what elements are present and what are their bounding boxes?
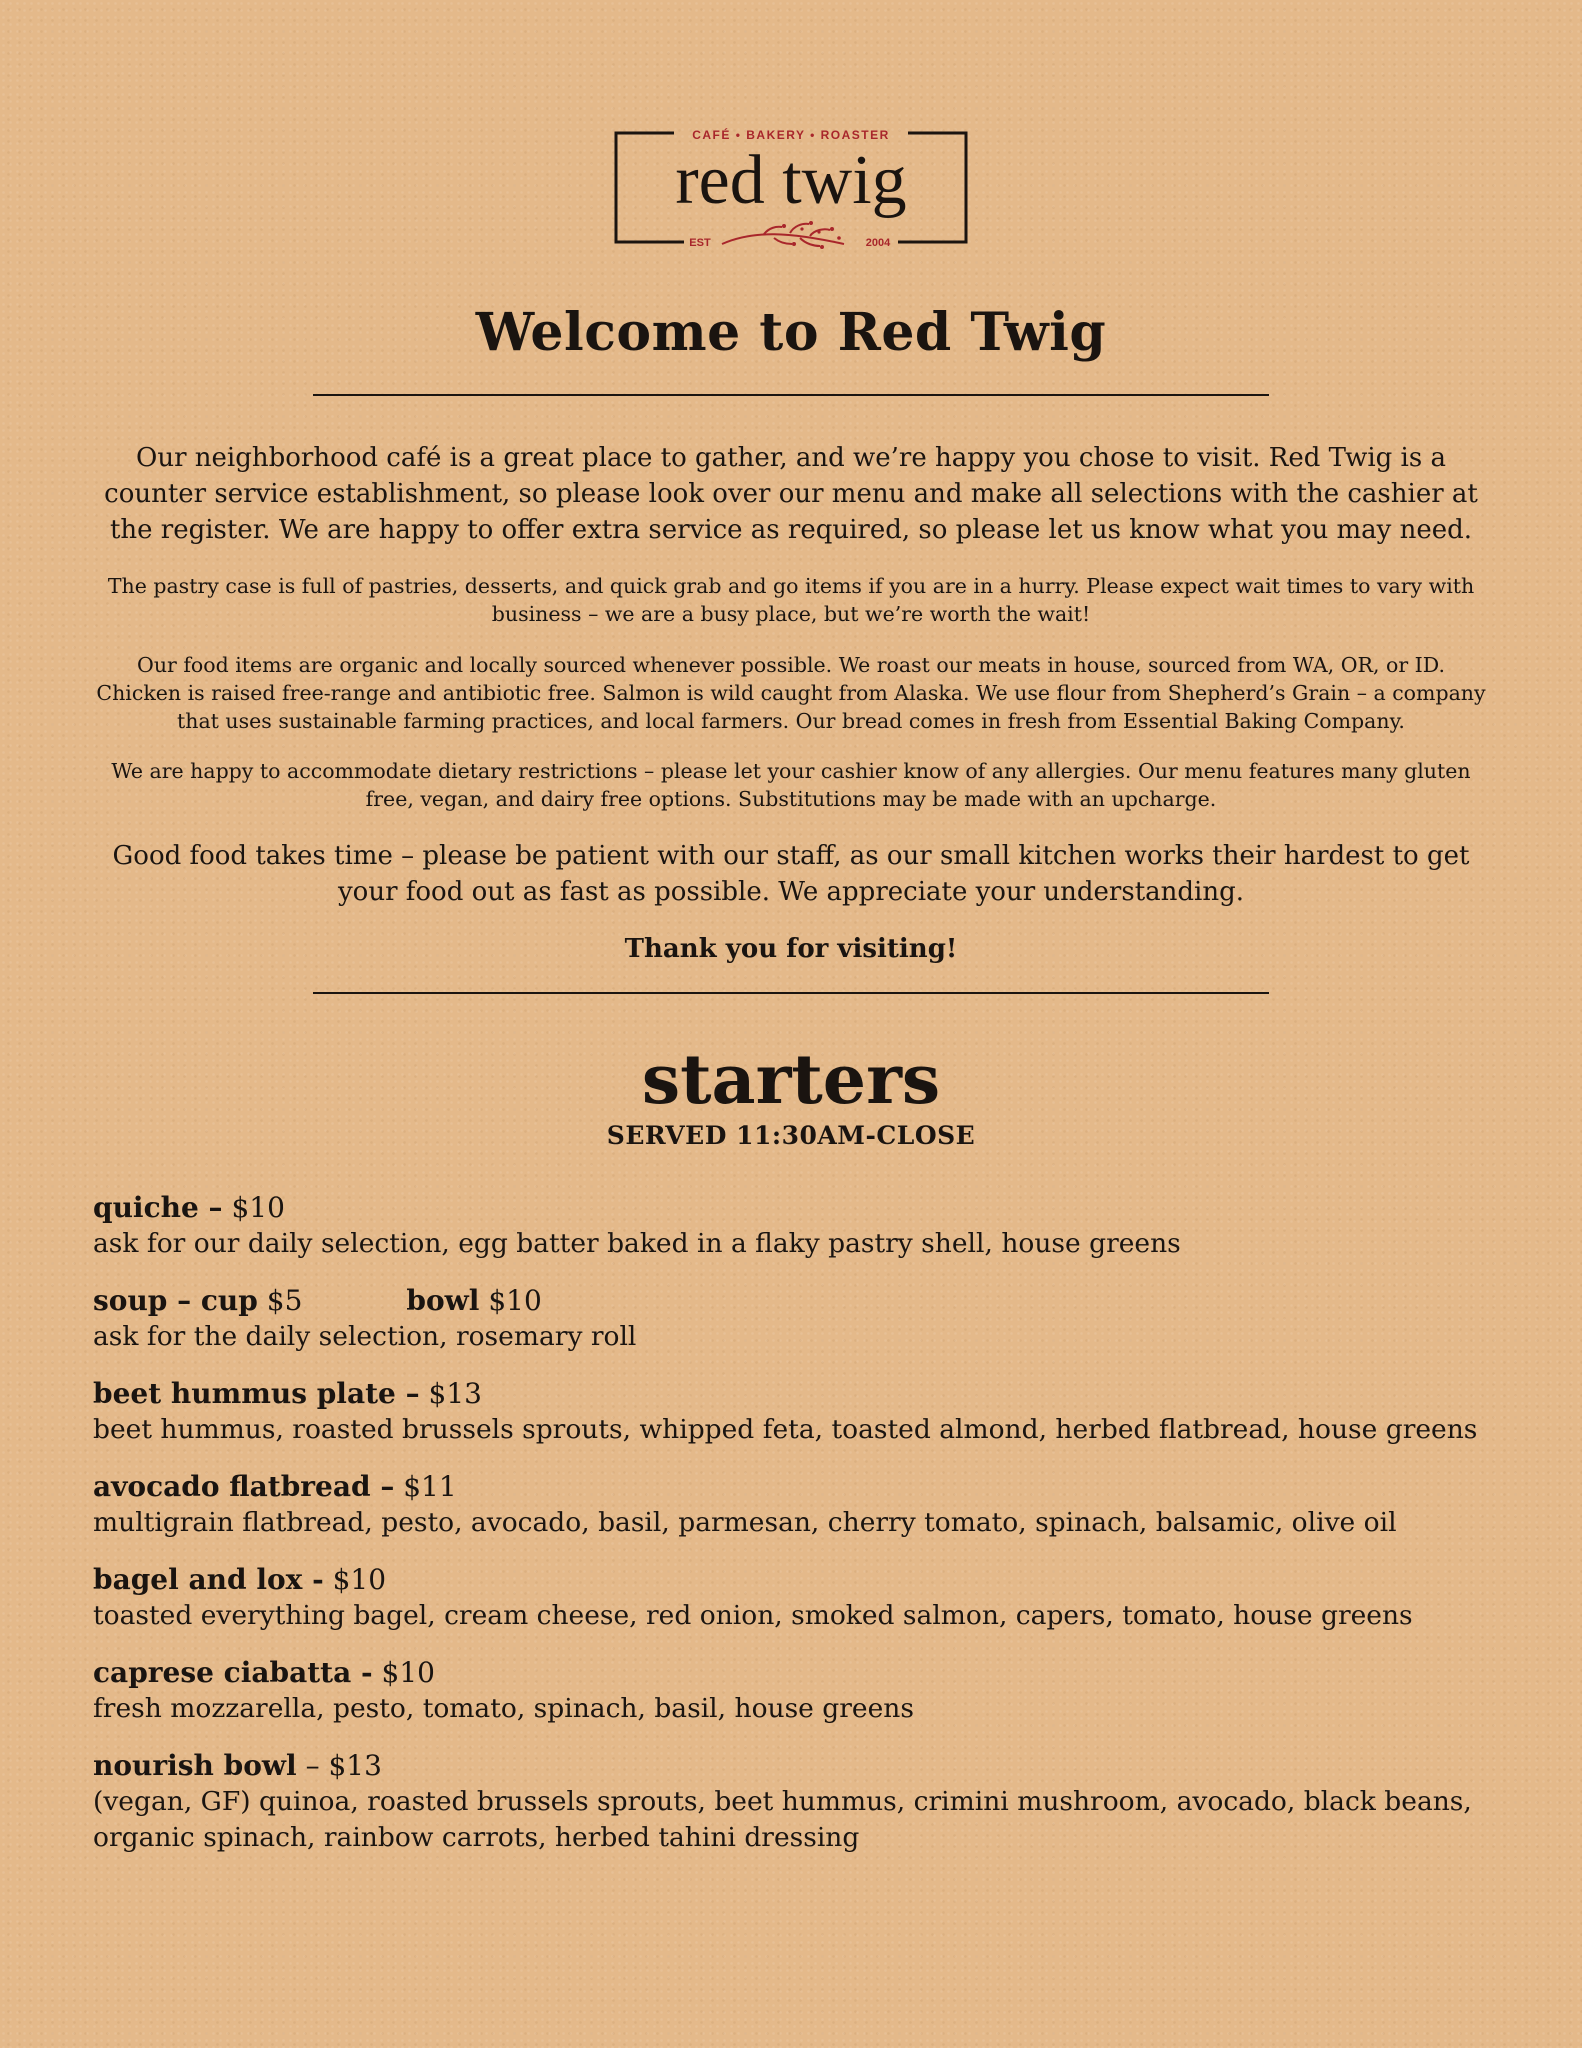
item-price: $10 xyxy=(332,1563,387,1596)
menu-item xyxy=(93,1655,1513,1727)
menu-item xyxy=(93,1469,1513,1541)
item-name: soup – cup xyxy=(93,1284,258,1317)
item-price: $13 xyxy=(428,1377,482,1410)
item-name: quiche – xyxy=(93,1191,223,1224)
item-price: $10 xyxy=(381,1656,435,1689)
menu-item xyxy=(93,1562,1513,1634)
item-price: $11 xyxy=(403,1470,457,1503)
item-price: – $13 xyxy=(305,1749,382,1782)
welcome-title: Welcome to Red Twig xyxy=(475,302,1107,363)
logo-tagline: CAFÉ • BAKERY • ROASTER xyxy=(692,128,890,142)
item-name: caprese ciabatta - xyxy=(93,1656,373,1689)
item-name-secondary: bowl xyxy=(406,1284,480,1317)
item-price: $10 xyxy=(231,1191,285,1224)
logo-wordmark: red twig xyxy=(675,142,907,219)
menu-item xyxy=(93,1376,1513,1448)
item-description: (vegan, GF) quinoa, roasted brussels sprouts, beet hummus, crimini mushroom, avocado, black beans, organic spinach, rainbow carrots, herbed tahini dressing xyxy=(93,1786,1472,1853)
item-name: nourish bowl xyxy=(93,1749,297,1782)
intro-paragraph: The pastry case is full of pastries, desserts, and quick grab and go items if you are in a hurry. Please expect wait times to vary with business – we are a busy place, but we’re worth the wait! xyxy=(107,574,1475,626)
starters-list xyxy=(93,1190,1513,1877)
menu-item xyxy=(93,1190,1513,1262)
item-description: ask for our daily selection, egg batter baked in a flaky pastry shell, house greens xyxy=(93,1228,1181,1259)
red-twig-logo xyxy=(614,128,968,260)
section-title: starters xyxy=(641,1040,941,1120)
intro-paragraph: Our food items are organic and locally sourced whenever possible. We roast our meats in house, sourced from WA, OR, or ID. Chicken is raised free-range and antibiotic free. Salmon is wild caught from Alaska. We use flour from Shepherd’s Grain – a company that uses sustainable farming practices, and local farmers. Our bread comes in fresh from Essential Baking Company. xyxy=(96,653,1486,733)
intro-paragraph: Good food takes time – please be patient with our staff, as our small kitchen works their hardest to get your food out as fast as possible. We appreciate your understanding. xyxy=(112,841,1470,907)
item-name: beet hummus plate – xyxy=(93,1377,420,1410)
thank-you-note: Thank you for visiting! xyxy=(624,934,958,964)
menu-item xyxy=(93,1283,1513,1355)
item-price: $5 xyxy=(266,1284,303,1317)
item-name: bagel and lox - xyxy=(93,1563,324,1596)
item-description: ask for the daily selection, rosemary roll xyxy=(93,1321,637,1352)
item-description: beet hummus, roasted brussels sprouts, whipped feta, toasted almond, herbed flatbread, house greens xyxy=(93,1414,1478,1445)
item-description: toasted everything bagel, cream cheese, red onion, smoked salmon, capers, tomato, house greens xyxy=(93,1600,1413,1631)
divider xyxy=(313,394,1269,396)
item-description: fresh mozzarella, pesto, tomato, spinach, basil, house greens xyxy=(93,1693,914,1724)
divider xyxy=(313,992,1269,994)
item-price-secondary: $10 xyxy=(488,1284,542,1317)
intro-paragraph: Our neighborhood café is a great place to gather, and we’re happy you chose to visit. Red Twig is a counter service establishment, so please look over our menu and make all selections with the cashier at the register. We are happy to offer extra service as required, so please let us know what you may need. xyxy=(104,443,1478,545)
logo-est-year: 2004 xyxy=(865,237,891,249)
item-name: avocado flatbread – xyxy=(93,1470,395,1503)
section-subtitle: SERVED 11:30AM-CLOSE xyxy=(606,1121,976,1150)
intro-paragraph: We are happy to accommodate dietary restrictions – please let your cashier know of any allergies. Our menu features many gluten free, vegan, and dairy free options. Substitutions may be made with an upcharge. xyxy=(111,759,1471,811)
menu-item xyxy=(93,1748,1513,1856)
item-description: multigrain flatbread, pesto, avocado, basil, parmesan, cherry tomato, spinach, balsamic, olive oil xyxy=(93,1507,1397,1538)
logo-est-label: EST xyxy=(689,237,711,249)
